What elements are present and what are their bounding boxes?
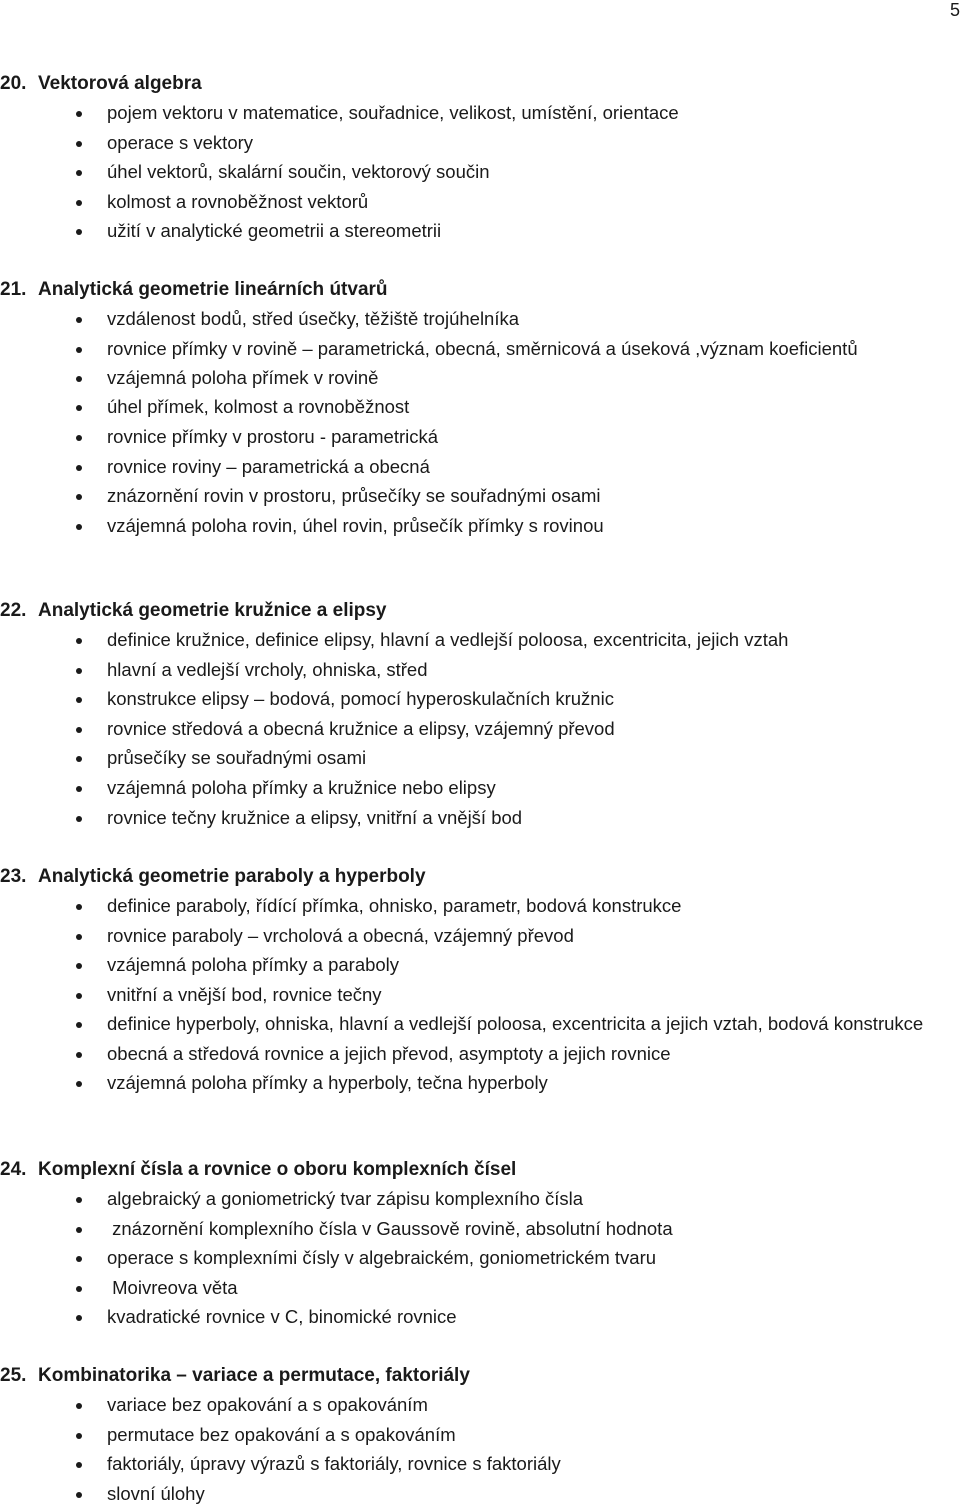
list-item-text: operace s komplexními čísly v algebraickém, goniometrickém tvaru bbox=[107, 1247, 657, 1269]
list-item bbox=[0, 1214, 960, 1244]
list-item-text: průsečíky se souřadnými osami bbox=[107, 747, 367, 769]
list-item-text: užití v analytické geometrii a stereometrii bbox=[107, 220, 442, 242]
list-item-text: vzdálenost bodů, střed úsečky, těžiště trojúhelníka bbox=[107, 308, 520, 329]
list-item-text: operace s vektory bbox=[107, 131, 254, 153]
list-item-text: permutace bez opakování a s opakováním bbox=[107, 1423, 456, 1445]
list-item bbox=[0, 363, 960, 393]
list-item bbox=[0, 98, 960, 128]
bullet-icon bbox=[76, 1403, 82, 1409]
bullet-icon bbox=[76, 465, 82, 471]
bullet-icon bbox=[76, 1315, 82, 1321]
list-item bbox=[0, 743, 960, 773]
section-heading bbox=[0, 1155, 960, 1184]
list-item-text: vzájemná poloha rovin, úhel rovin, průsečík přímky s rovinou bbox=[107, 514, 604, 536]
list-item bbox=[0, 452, 960, 482]
section-title: Analytická geometrie paraboly a hyperboly bbox=[38, 866, 426, 887]
list-item-text: úhel vektorů, skalární součin, vektorový součin bbox=[107, 161, 490, 183]
list-item-text: rovnice středová a obecná kružnice a elipsy, vzájemný převod bbox=[107, 717, 615, 739]
bullet-icon bbox=[76, 1462, 82, 1468]
section-20 bbox=[0, 69, 960, 246]
list-item bbox=[0, 481, 960, 511]
list-item bbox=[0, 1009, 960, 1038]
list-item-text: rovnice tečny kružnice a elipsy, vnitřní a vnější bod bbox=[107, 806, 523, 828]
section-22 bbox=[0, 596, 960, 832]
section-title: Vektorová algebra bbox=[38, 73, 202, 94]
list-item-text: faktoriály, úpravy výrazů s faktoriály, rovnice s faktoriály bbox=[107, 1453, 561, 1475]
list-item bbox=[0, 1302, 960, 1332]
list-item bbox=[0, 921, 960, 951]
list-item-text: rovnice přímky v prostoru - parametrická bbox=[107, 426, 439, 448]
list-item bbox=[0, 1068, 960, 1098]
list-item-text: vzájemná poloha přímek v rovině bbox=[107, 366, 379, 388]
section-title: Analytická geometrie lineárních útvarů bbox=[38, 279, 388, 300]
bullet-icon bbox=[76, 1227, 82, 1233]
list-item bbox=[0, 803, 960, 833]
list-item-text: Moivreova věta bbox=[107, 1276, 238, 1298]
bullet-icon bbox=[76, 1052, 82, 1058]
list-item bbox=[0, 1420, 960, 1450]
bullet-icon bbox=[76, 904, 82, 910]
bullet-icon bbox=[76, 141, 82, 147]
list-item bbox=[0, 891, 960, 921]
list-item bbox=[0, 1039, 960, 1069]
list-item-text: znázornění rovin v prostoru, průsečíky se souřadnými osami bbox=[107, 485, 601, 507]
page-number: 5 bbox=[950, 0, 960, 20]
list-item-text: rovnice paraboly – vrcholová a obecná, vzájemný převod bbox=[107, 924, 574, 946]
section-number: 22. bbox=[0, 600, 27, 621]
bullet-icon bbox=[76, 1492, 82, 1498]
bullet-icon bbox=[76, 786, 82, 792]
bullet-icon bbox=[76, 347, 82, 353]
section-title: Analytická geometrie kružnice a elipsy bbox=[38, 600, 387, 621]
section-heading bbox=[0, 275, 960, 304]
bullet-icon bbox=[76, 1197, 82, 1203]
bullet-icon bbox=[76, 229, 82, 235]
list-item-text: znázornění komplexního čísla v Gaussově rovině, absolutní hodnota bbox=[107, 1217, 673, 1239]
bullet-icon bbox=[76, 1081, 82, 1087]
list-item bbox=[0, 304, 960, 334]
bullet-icon bbox=[76, 638, 82, 644]
section-number: 23. bbox=[0, 866, 27, 887]
bullet-icon bbox=[76, 756, 82, 762]
section-heading bbox=[0, 69, 960, 98]
list-item-text: obecná a středová rovnice a jejich převod, asymptoty a jejich rovnice bbox=[107, 1042, 671, 1064]
bullet-icon bbox=[76, 317, 82, 323]
section-24 bbox=[0, 1155, 960, 1332]
bullet-icon bbox=[76, 111, 82, 117]
list-item-text: kvadratické rovnice v C, binomické rovnice bbox=[107, 1306, 457, 1328]
bullet-icon bbox=[76, 1433, 82, 1439]
section-heading bbox=[0, 596, 960, 625]
section-25 bbox=[0, 1361, 960, 1508]
section-23 bbox=[0, 862, 960, 1098]
bullet-icon bbox=[76, 697, 82, 703]
bullet-icon bbox=[76, 405, 82, 411]
list-item bbox=[0, 655, 960, 685]
list-item bbox=[0, 980, 960, 1010]
list-item-text: definice kružnice, definice elipsy, hlavní a vedlejší poloosa, excentricita, jejich vztah bbox=[107, 629, 789, 650]
list-item-text: definice paraboly, řídící přímka, ohnisko, parametr, bodová konstrukce bbox=[107, 895, 682, 916]
section-number: 20. bbox=[0, 73, 27, 94]
section-heading bbox=[0, 862, 960, 891]
bullet-icon bbox=[76, 1256, 82, 1262]
list-item bbox=[0, 773, 960, 803]
list-item-text: konstrukce elipsy – bodová, pomocí hyperoskulačních kružnic bbox=[107, 688, 614, 710]
bullet-icon bbox=[76, 170, 82, 176]
bullet-icon bbox=[76, 494, 82, 500]
list-item bbox=[0, 1479, 960, 1508]
list-item-text: pojem vektoru v matematice, souřadnice, velikost, umístění, orientace bbox=[107, 102, 679, 123]
bullet-icon bbox=[76, 727, 82, 733]
list-item bbox=[0, 1449, 960, 1479]
list-item-text: algebraický a goniometrický tvar zápisu komplexního čísla bbox=[107, 1188, 584, 1209]
list-item bbox=[0, 422, 960, 452]
list-item bbox=[0, 625, 960, 655]
section-number: 25. bbox=[0, 1365, 27, 1386]
list-item-text: vzájemná poloha přímky a kružnice nebo elipsy bbox=[107, 776, 496, 798]
list-item-text: rovnice přímky v rovině – parametrická, obecná, směrnicová a úseková ,význam koeficientů bbox=[107, 337, 858, 359]
section-number: 24. bbox=[0, 1159, 27, 1180]
bullet-icon bbox=[76, 816, 82, 822]
section-heading bbox=[0, 1361, 960, 1390]
section-21 bbox=[0, 275, 960, 540]
list-item bbox=[0, 1243, 960, 1273]
list-item bbox=[0, 157, 960, 187]
bullet-icon bbox=[76, 993, 82, 999]
bullet-icon bbox=[76, 524, 82, 530]
bullet-icon bbox=[76, 1022, 82, 1028]
bullet-icon bbox=[76, 668, 82, 674]
list-item-text: vzájemná poloha přímky a paraboly bbox=[107, 954, 400, 976]
list-item-text: úhel přímek, kolmost a rovnoběžnost bbox=[107, 396, 410, 418]
list-item bbox=[0, 684, 960, 714]
list-item bbox=[0, 1273, 960, 1303]
list-item bbox=[0, 392, 960, 422]
section-title: Komplexní čísla a rovnice o oboru komplexních čísel bbox=[38, 1159, 517, 1180]
list-item bbox=[0, 950, 960, 980]
list-item bbox=[0, 511, 960, 541]
list-item bbox=[0, 1184, 960, 1214]
bullet-icon bbox=[76, 376, 82, 382]
list-item-text: vzájemná poloha přímky a hyperboly, tečna hyperboly bbox=[107, 1072, 548, 1094]
list-item-text: definice hyperboly, ohniska, hlavní a vedlejší poloosa, excentricita a jejich vztah, bodová konstrukce bbox=[107, 1013, 924, 1035]
list-item bbox=[0, 187, 960, 217]
list-item bbox=[0, 128, 960, 158]
list-item bbox=[0, 334, 960, 363]
list-item-text: kolmost a rovnoběžnost vektorů bbox=[107, 190, 369, 212]
list-item bbox=[0, 216, 960, 246]
bullet-icon bbox=[76, 435, 82, 441]
list-item-text: slovní úlohy bbox=[107, 1482, 205, 1504]
list-item bbox=[0, 1390, 960, 1420]
list-item-text: hlavní a vedlejší vrcholy, ohniska, střed bbox=[107, 658, 428, 680]
bullet-icon bbox=[76, 934, 82, 940]
list-item-text: rovnice roviny – parametrická a obecná bbox=[107, 455, 430, 477]
section-title: Kombinatorika – variace a permutace, faktoriály bbox=[38, 1365, 470, 1386]
bullet-icon bbox=[76, 200, 82, 206]
section-number: 21. bbox=[0, 279, 27, 300]
list-item-text: variace bez opakování a s opakováním bbox=[107, 1394, 428, 1415]
bullet-icon bbox=[76, 963, 82, 969]
list-item bbox=[0, 714, 960, 744]
bullet-icon bbox=[76, 1286, 82, 1292]
list-item-text: vnitřní a vnější bod, rovnice tečny bbox=[107, 983, 382, 1005]
